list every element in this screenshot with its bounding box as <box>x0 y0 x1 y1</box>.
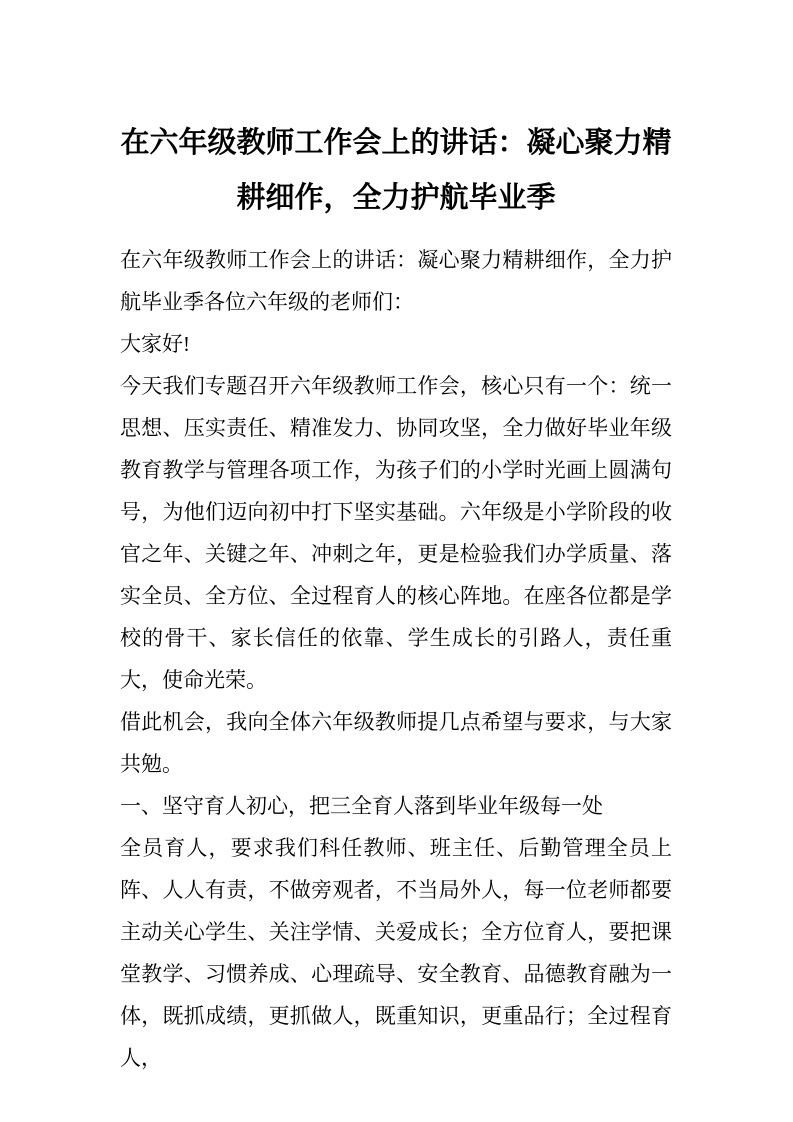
paragraph-intro: 今天我们专题召开六年级教师工作会，核心只有一个：统一思想、压实责任、精准发力、协同攻坚，全力做好毕业年级教育教学与管理各项工作，为孩子们的小学时光画上圆满句号，为他们迈向初中打下坚实基础。六年级是小学阶段的收官之年、关键之年、冲刺之年，更是检验我们办学质量、落实全员、全方位、全过程育人的核心阵地。在座各位都是学校的骨干、家长信任的依靠、学生成长的引路人，责任重大，使命光荣。 <box>120 374 672 692</box>
paragraph-transition: 借此机会，我向全体六年级教师提几点希望与要求，与大家共勉。 <box>120 710 672 776</box>
paragraph-greeting: 大家好! <box>120 332 190 356</box>
paragraph-section-1-body: 全员育人，要求我们科任教师、班主任、后勤管理全员上阵、人人有责，不做旁观者，不当局外人，每一位老师都要主动关心学生、关注学情、关爱成长；全方位育人，要把课堂教学、习惯养成、心理疏导、安全教育、品德教育融为一体，既抓成绩，更抓做人，既重知识，更重品行；全过程育人， <box>120 836 672 1070</box>
paragraph-salutation: 在六年级教师工作会上的讲话：凝心聚力精耕细作，全力护航毕业季各位六年级的老师们： <box>120 248 672 314</box>
document-title: 在六年级教师工作会上的讲话：凝心聚力精耕细作，全力护航毕业季 <box>120 127 672 214</box>
document-body <box>120 239 672 1079</box>
section-heading-1: 一、坚守育人初心，把三全育人落到毕业年级每一处 <box>120 794 603 818</box>
